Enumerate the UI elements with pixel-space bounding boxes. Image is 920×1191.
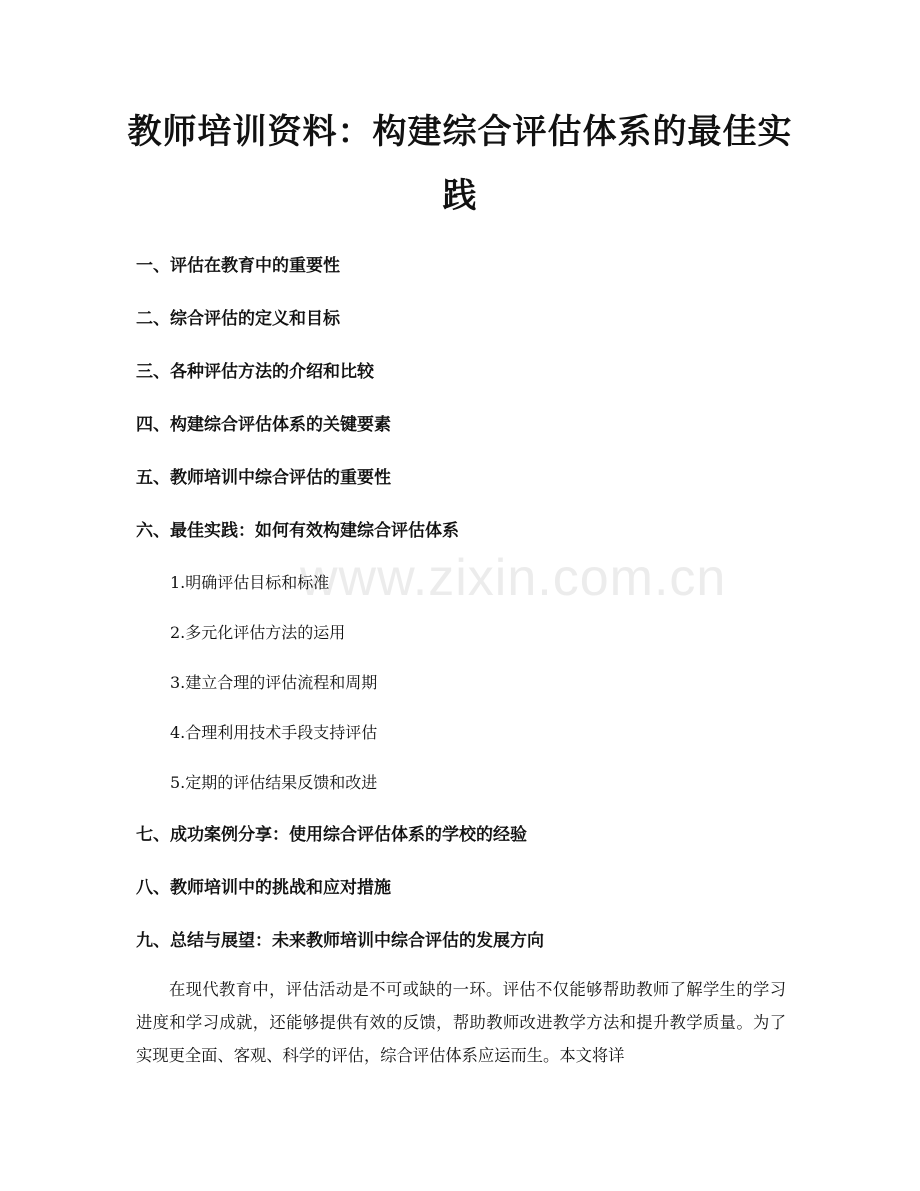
section-heading-7: 七、成功案例分享：使用综合评估体系的学校的经验 — [136, 825, 527, 845]
subitem-5: 5.定期的评估结果反馈和改进 — [170, 773, 378, 792]
subitem-3: 3.建立合理的评估流程和周期 — [170, 673, 378, 692]
section-heading-9: 九、总结与展望：未来教师培训中综合评估的发展方向 — [136, 931, 544, 951]
intro-paragraph: 在现代教育中，评估活动是不可或缺的一环。评估不仅能够帮助教师了解学生的学习进度和学习成就，还能够提供有效的反馈，帮助教师改进教学方法和提升教学质量。为了实现更全面、客观、科学的评估，综合评估体系应运而生。本文将详 — [136, 980, 786, 1065]
section-heading-3: 三、各种评估方法的介绍和比较 — [136, 362, 374, 382]
subitem-1: 1.明确评估目标和标准 — [170, 573, 330, 592]
section-heading-5: 五、教师培训中综合评估的重要性 — [136, 468, 391, 488]
section-heading-1: 一、评估在教育中的重要性 — [136, 256, 340, 276]
subitem-2: 2.多元化评估方法的运用 — [170, 623, 346, 642]
section-heading-8: 八、教师培训中的挑战和应对措施 — [136, 878, 391, 898]
watermark: www.zixin.com.cn — [300, 549, 727, 607]
subitem-4: 4.合理利用技术手段支持评估 — [170, 723, 378, 742]
section-heading-2: 二、综合评估的定义和目标 — [136, 309, 340, 329]
section-heading-6: 六、最佳实践：如何有效构建综合评估体系 — [136, 521, 459, 541]
section-heading-4: 四、构建综合评估体系的关键要素 — [136, 415, 391, 435]
document-title: 教师培训资料：构建综合评估体系的最佳实践 — [127, 112, 793, 216]
